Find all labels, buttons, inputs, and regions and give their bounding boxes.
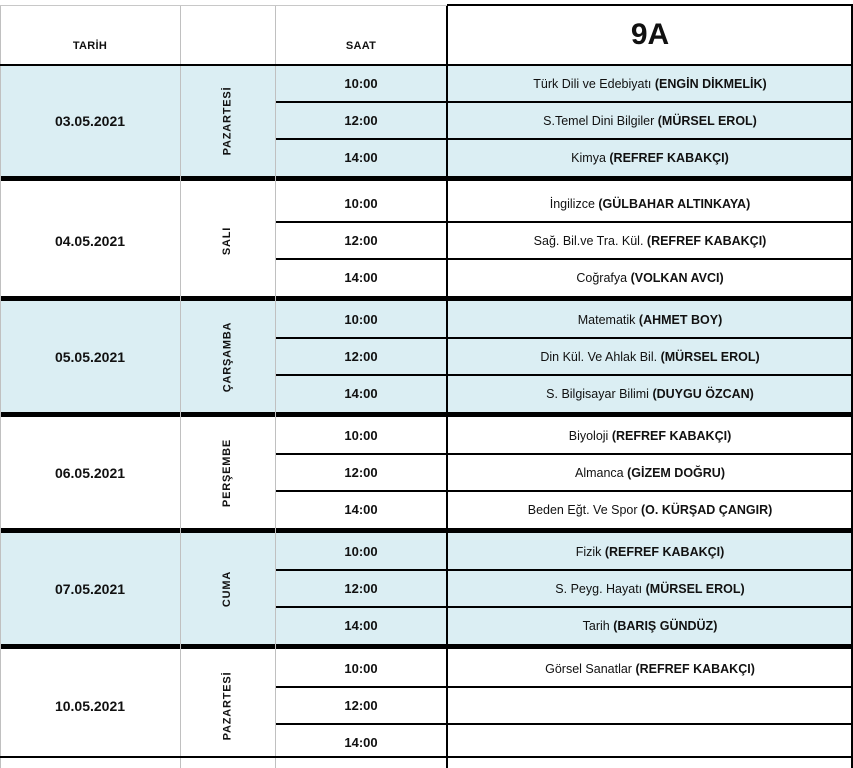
weekday-label: PERŞEMBE <box>221 438 234 507</box>
exam-cell <box>447 139 853 176</box>
date-cell <box>0 301 180 412</box>
teacher-label: (VOLKAN AVCI) <box>630 270 724 285</box>
subject-label: Almanca <box>574 465 628 480</box>
date-label: 06.05.2021 <box>54 464 126 481</box>
time-column-header <box>275 5 447 65</box>
time-cell <box>275 185 447 222</box>
date-cell <box>0 65 180 176</box>
time-label: 10:00 <box>344 661 378 676</box>
weekday-label: PAZARTESİ <box>221 86 234 155</box>
weekday-cell <box>180 301 275 412</box>
time-label: 10:00 <box>344 312 378 327</box>
date-cell <box>0 650 180 761</box>
date-label: 10.05.2021 <box>54 697 126 714</box>
weekday-cell <box>180 650 275 761</box>
header-bottom-rule <box>0 64 853 66</box>
teacher-label: (REFREF KABAKÇI) <box>635 661 755 676</box>
bottom-rule <box>0 756 853 758</box>
time-cell <box>275 491 447 528</box>
teacher-label: (GİZEM DOĞRU) <box>627 465 726 480</box>
teacher-label: (AHMET BOY) <box>638 312 723 327</box>
time-label: 14:00 <box>344 502 378 517</box>
day-group <box>0 650 853 761</box>
exam-cell <box>447 417 853 454</box>
exam-cell <box>447 301 853 338</box>
subject-label: İngilizce <box>549 196 599 211</box>
date-cell <box>0 417 180 528</box>
teacher-label: (MÜRSEL EROL) <box>657 113 757 128</box>
time-label: 14:00 <box>344 386 378 401</box>
date-column-header <box>0 5 180 65</box>
time-label: 14:00 <box>344 618 378 633</box>
time-label: 10:00 <box>344 76 378 91</box>
weekday-cell <box>180 185 275 296</box>
subject-label: Matematik <box>577 312 639 327</box>
group-separator <box>0 176 853 181</box>
teacher-label: (DUYGU ÖZCAN) <box>652 386 754 401</box>
time-cell <box>275 222 447 259</box>
class-title <box>447 5 853 65</box>
weekday-label: SALI <box>221 226 234 255</box>
subject-label: Görsel Sanatlar <box>545 661 636 676</box>
day-group <box>0 65 853 176</box>
time-cell <box>275 454 447 491</box>
teacher-label: (O. KÜRŞAD ÇANGIR) <box>641 502 773 517</box>
time-label: 14:00 <box>344 150 378 165</box>
teacher-label: (ENGİN DİKMELİK) <box>654 76 767 91</box>
column-rule <box>0 5 1 768</box>
day-column-header <box>180 5 275 65</box>
subject-label: Sağ. Bil.ve Tra. Kül. <box>533 233 647 248</box>
time-label: 12:00 <box>344 465 378 480</box>
date-label: 04.05.2021 <box>54 232 126 249</box>
weekday-cell <box>180 417 275 528</box>
date-header-label: TARİH <box>72 40 108 52</box>
exam-cell <box>447 650 853 687</box>
header-top-light-rule <box>0 5 447 6</box>
teacher-label: (REFREF KABAKÇI) <box>611 428 732 443</box>
time-label: 14:00 <box>344 270 378 285</box>
subject-label: Fizik <box>575 544 605 559</box>
time-label: 10:00 <box>344 196 378 211</box>
exam-cell <box>447 533 853 570</box>
time-label: 12:00 <box>344 113 378 128</box>
date-cell <box>0 533 180 644</box>
group-separator <box>0 412 853 417</box>
time-cell <box>275 533 447 570</box>
time-cell <box>275 375 447 412</box>
exam-cell <box>447 338 853 375</box>
time-cell <box>275 301 447 338</box>
time-cell <box>275 650 447 687</box>
weekday-cell <box>180 65 275 176</box>
time-cell <box>275 607 447 644</box>
day-group <box>0 301 853 412</box>
exam-cell <box>447 570 853 607</box>
exam-cell <box>447 185 853 222</box>
time-cell <box>275 687 447 724</box>
time-cell <box>275 139 447 176</box>
time-cell <box>275 417 447 454</box>
time-label: 10:00 <box>344 428 378 443</box>
teacher-label: (MÜRSEL EROL) <box>645 581 745 596</box>
exam-cell <box>447 687 853 724</box>
column-rule <box>446 5 448 768</box>
time-cell <box>275 570 447 607</box>
time-label: 12:00 <box>344 581 378 596</box>
teacher-label: (REFREF KABAKÇI) <box>609 150 729 165</box>
time-cell <box>275 338 447 375</box>
subject-label: S.Temel Dini Bilgiler <box>543 113 658 128</box>
date-label: 03.05.2021 <box>54 112 126 129</box>
weekday-cell <box>180 533 275 644</box>
teacher-label: (REFREF KABAKÇI) <box>604 544 725 559</box>
time-cell <box>275 102 447 139</box>
exam-cell <box>447 65 853 102</box>
time-cell <box>275 259 447 296</box>
exam-cell <box>447 491 853 528</box>
time-label: 12:00 <box>344 233 378 248</box>
exam-cell <box>447 454 853 491</box>
date-label: 05.05.2021 <box>54 348 126 365</box>
teacher-label: (GÜLBAHAR ALTINKAYA) <box>598 196 751 211</box>
subject-label: S. Peyg. Hayatı <box>555 581 646 596</box>
time-label: 10:00 <box>344 544 378 559</box>
subject-label: Beden Eğt. Ve Spor <box>527 502 642 517</box>
date-label: 07.05.2021 <box>54 580 126 597</box>
time-header-label: SAAT <box>345 40 377 52</box>
day-group <box>0 533 853 644</box>
weekday-label: PAZARTESİ <box>221 671 234 740</box>
column-rule <box>275 5 276 768</box>
time-label: 12:00 <box>344 698 378 713</box>
time-label: 14:00 <box>344 735 378 750</box>
exam-cell <box>447 222 853 259</box>
subject-label: S. Bilgisayar Bilimi <box>546 386 653 401</box>
subject-label: Türk Dili ve Edebiyatı <box>533 76 655 91</box>
time-cell <box>275 65 447 102</box>
teacher-label: (BARIŞ GÜNDÜZ) <box>613 618 718 633</box>
teacher-label: (MÜRSEL EROL) <box>660 349 760 364</box>
day-group <box>0 417 853 528</box>
exam-cell <box>447 102 853 139</box>
weekday-label: CUMA <box>221 570 234 607</box>
group-separator <box>0 644 853 649</box>
exam-cell <box>447 375 853 412</box>
time-label: 12:00 <box>344 349 378 364</box>
exam-cell <box>447 259 853 296</box>
teacher-label: (REFREF KABAKÇI) <box>646 233 767 248</box>
exam-cell <box>447 607 853 644</box>
weekday-label: ÇARŞAMBA <box>221 321 234 392</box>
subject-label: Din Kül. Ve Ahlak Bil. <box>540 349 661 364</box>
subject-label: Coğrafya <box>576 270 631 285</box>
subject-label: Biyoloji <box>568 428 612 443</box>
day-group <box>0 185 853 296</box>
date-cell <box>0 185 180 296</box>
group-separator <box>0 296 853 301</box>
header-top-rule <box>447 4 853 6</box>
subject-label: Kimya <box>571 150 610 165</box>
group-separator <box>0 528 853 533</box>
column-rule <box>180 5 181 768</box>
subject-label: Tarih <box>582 618 614 633</box>
class-name-label: 9A <box>630 18 670 51</box>
